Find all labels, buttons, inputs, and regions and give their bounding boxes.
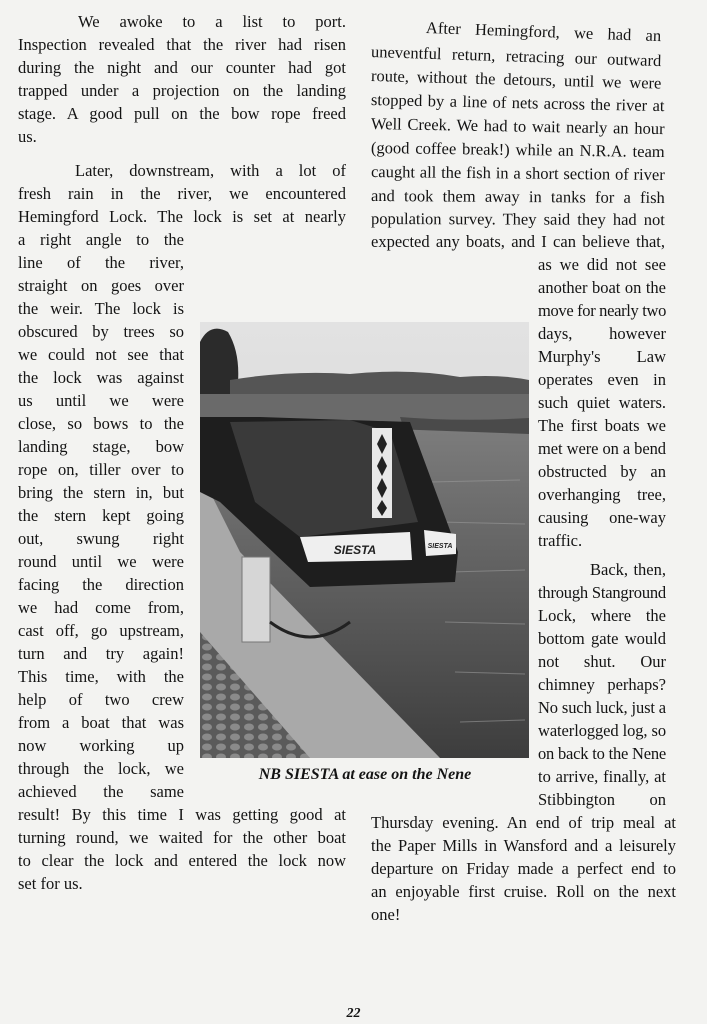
right-line: to arrive, finally, at [538,767,666,786]
right-line: waterlogged log, so [538,721,666,740]
right-line: another boat on the [538,278,666,297]
left-line: cast off, go upstream, [18,621,184,640]
right-line: bottom gate would [538,629,666,648]
right-line: Murphy's Law [538,347,666,366]
right-line: days, however [538,324,666,343]
left-line: bring the stern in, but [18,483,184,502]
right-line: chimney perhaps? [538,675,666,694]
left-line: stage. A good pull on the bow rope freed [18,104,346,123]
left-line: during the night and our counter had got [18,58,346,77]
left-line: close, so bows to the [18,414,184,433]
left-line: round until we were [18,552,184,571]
left-line: This time, with the [18,667,184,686]
left-line: achieved the same [18,782,184,801]
right-line: such quiet waters. [538,393,666,412]
left-line: the stern kept going [18,506,184,525]
left-line: through the lock, we [18,759,184,778]
left-line: line of the river, [18,253,184,272]
left-line: Inspection revealed that the river had risen [18,35,346,54]
left-line: we had come from, [18,598,184,617]
right-line: After Hemingford, we had an [425,18,662,46]
right-line: (good coffee break!) while an N.R.A. team [370,138,665,162]
right-line: Thursday evening. An end of trip meal at [371,813,676,832]
left-line: result! By this time I was getting good at [18,805,346,824]
right-line: caught all the fish in a short section of river [370,162,665,185]
boat-name-side-label: SIESTA [427,543,453,550]
right-line: overhanging tree, [538,485,666,504]
left-line: obscured by trees so [18,322,184,341]
left-line: Hemingford Lock. The lock is set at nearly [18,207,346,226]
left-line: from a boat that was [18,713,184,732]
left-line: fresh rain in the river, we encountered [18,184,346,203]
right-line: population survey. They said they had not [370,209,665,230]
right-line: move for nearly two [538,301,666,320]
left-line: turn and try again! [18,644,184,663]
right-line: Stibbington on [538,790,666,809]
page-number: 22 [346,1006,361,1021]
right-line: causing one-way [538,508,666,527]
right-line: and took them away in tanks for a fish [370,186,665,208]
right-line: operates even in [538,370,666,389]
right-line: The first boats we [538,416,666,435]
right-line: an enjoyable first cruise. Roll on the next [371,882,676,901]
right-line: the Paper Mills in Wansford and a leisurely [371,836,676,855]
left-line: facing the direction [18,575,184,594]
right-line: as we did not see [538,255,666,274]
right-line: Lock, where the [538,606,666,625]
right-line: not shut. Our [538,652,666,671]
right-line: traffic. [538,531,583,550]
left-line: us. [18,127,37,146]
left-line: help of two crew [18,690,184,709]
left-line: us until we were [18,391,184,410]
right-line: expected any boats, and I can believe that, [371,232,665,251]
right-line: uneventful return, retracing our outward [370,42,662,71]
left-line: out, swung right [18,529,184,548]
right-line: met were on a bend [538,439,666,458]
left-line: to clear the lock and entered the lock now [18,851,346,870]
right-line: route, without the detours, until we were [370,66,662,93]
left-line: set for us. [18,874,83,893]
left-line: we could not see that [18,345,184,364]
left-line: a right angle to the [18,230,184,249]
left-line: now working up [18,736,184,755]
right-line: through Stanground [538,583,666,602]
left-line: turning round, we waited for the other boat [18,828,346,847]
right-line: on back to the Nene [538,744,666,763]
right-line: Back, then, [590,560,666,579]
boat-photo [200,322,529,758]
photo-caption: NB SIESTA at ease on the Nene [258,766,472,783]
left-line: landing stage, bow [18,437,184,456]
right-line: stopped by a line of nets across the river at [370,90,665,116]
left-line: straight on goes over [18,276,184,295]
right-line: No such luck, just a [538,698,666,717]
left-line: the weir. The lock is [18,299,184,318]
right-line: Well Creek. We had to wait nearly an hour [370,114,665,139]
left-line: trapped under a projection on the landing [18,81,346,100]
right-line: departure on Friday made a perfect end to [371,859,676,878]
left-line: the lock was against [18,368,184,387]
boat-name-label: SIESTA [333,543,377,557]
left-line: Later, downstream, with a lot of [75,161,346,180]
left-line: rope on, tiller over to [18,460,184,479]
right-line: one! [371,905,401,924]
left-line: We awoke to a list to port. [78,12,346,31]
right-line: obstructed by an [538,462,666,481]
